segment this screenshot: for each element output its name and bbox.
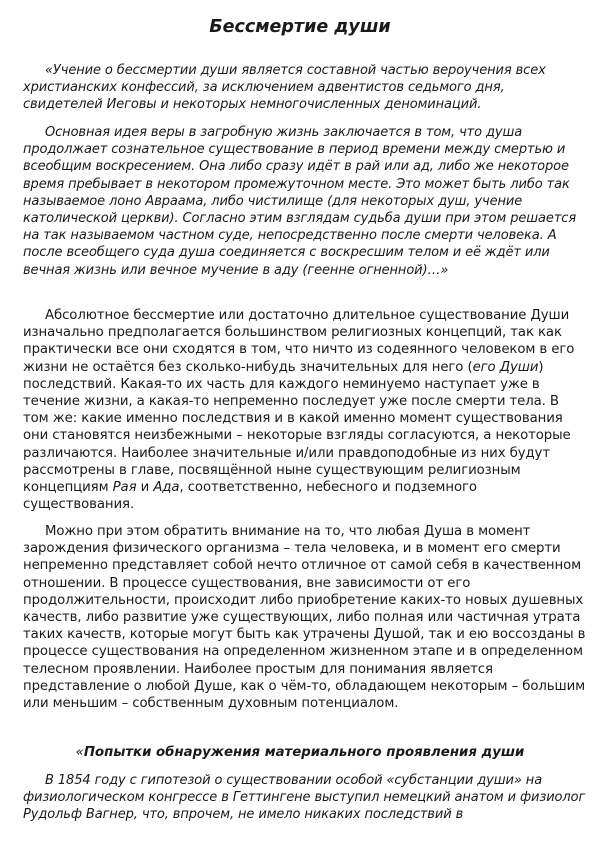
page-title: Бессмертие души <box>209 17 391 37</box>
para3-part4: , соответственно, небесного и подземного существования. <box>23 480 477 513</box>
body-paragraph-1854: В 1854 году с гипотезой о существовании особой «субстанции души» на физиологическом конгрессе в Геттингене выступил немецкий анатом и физиолог Рудольф Вагнер, что, впрочем, не имело никаких последствий в <box>23 773 586 823</box>
subheading-quote-mark: « <box>75 745 84 760</box>
body-paragraph-absolute-immortality <box>23 307 588 513</box>
quote-paragraph-1: «Учение о бессмертии души является составной частью вероучения всех христианских конфессий, за исключением адвентистов седьмого дня, свидетелей Иеговы и некоторых немногочисленных деноминаций. <box>23 63 546 113</box>
subheading-text: Попытки обнаружения материального проявления души <box>83 745 525 760</box>
para3-emphasis-paradise: Рая <box>112 480 137 496</box>
para3-emphasis-hell: Ада <box>153 480 180 496</box>
section-subheading <box>0 744 600 762</box>
para3-emphasis-soul: его Души <box>472 359 539 375</box>
para3-part2: ) последствий. Какая-то их часть для каждого неминуемо наступает уже в течение жизни, а какая-то непременно последует уже после смерти тела. В том же: какие именно последствия и в какой именно момент существования они становятся неизбежными – некоторые взгляды согласуются, а некоторые различаются. Наиболее значительные и/или правдоподобные из них будут рассмотрены в главе, посвящённой ныне существующим религиозным концепциям <box>23 359 571 496</box>
body-paragraph-soul-change: Можно при этом обратить внимание на то, что любая Душа в момент зарождения физического организма – тела человека, и в момент его смерти непременно представляет собой нечто отличное от самой себя в качественном отношении. В процессе существования, вне зависимости от его продолжительности, происходит либо приобретение каких-то новых душевных качеств, либо развитие уже существующих, либо полная или частичная утрата таких качеств, которые могут быть как утрачены Душой, так и ею воссозданы в процессе существования на определенном жизненном этапе и в определенном телесном проявлении. Наиболее простым для понимания является представление о любой Душе, как о чём-то, обладающем некоторым – большим или меньшим – собственным духовным потенциалом. <box>23 524 586 712</box>
para3-part3: и <box>136 480 154 496</box>
para3-part1: Абсолютное бессмертие или достаточно длительное существование Души изначально предполагается большинством религиозных концепций, так как практически все они сходятся в том, что ничто из содеянного человеком в его жизни не остаётся без сколько-нибудь значительных для него ( <box>23 308 575 375</box>
quote-paragraph-2: Основная идея веры в загробную жизнь заключается в том, что душа продолжает сознательное существование в период времени между смертью и всеобщим воскресением. Она либо сразу идёт в рай или ад, либо же некоторое время пребывает в некотором промежуточном месте. Это может быть либо так называемое лоно Авраама, либо чистилище (для некоторых душ, учение католической церкви). Согласно этим взглядам судьба души при этом решается на так называемом частном суде, непосредственно после смерти человека. А после всеобщего суда душа соединяется с воскресшим телом и её ждёт или вечная жизнь или вечное мучение в аду (геенне огненной)…» <box>23 125 577 278</box>
